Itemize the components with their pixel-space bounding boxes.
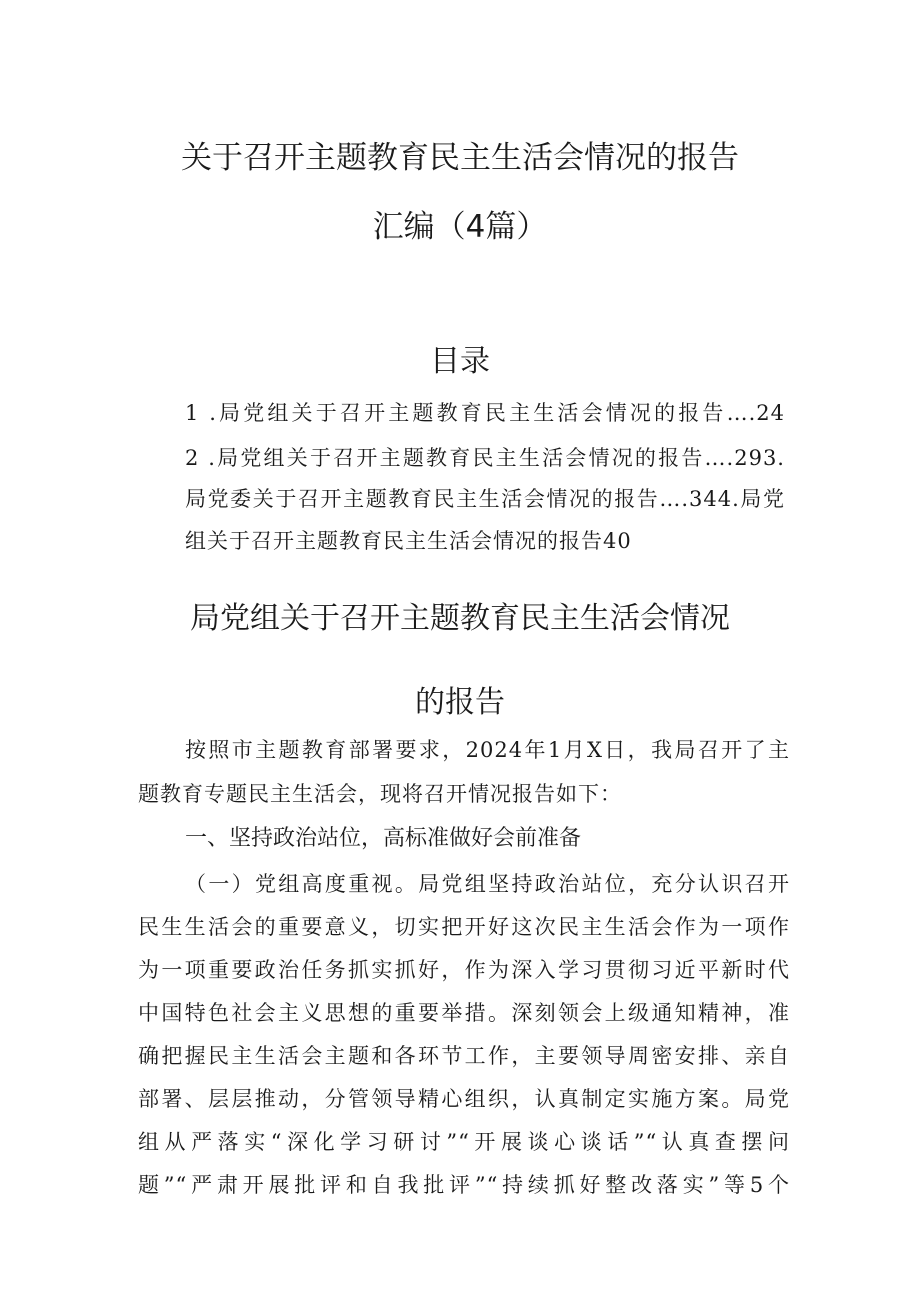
section-heading: 一、坚持政治站位，高标准做好会前准备	[185, 826, 582, 851]
body-line: 题”“严肃开展批评和自我批评”“持续抓好整改落实”等5个	[138, 1173, 790, 1197]
article-title-line2: 的报告	[415, 685, 505, 720]
body-line: 部署、层层推动，分管领导精心组织，认真制定实施方案。局党	[138, 1087, 790, 1111]
document-title-line1: 关于召开主题教育民主生活会情况的报告	[181, 140, 739, 176]
toc-line: 1 .局党组关于召开主题教育民主生活会情况的报告….24	[185, 401, 785, 425]
body-line: 为一项重要政治任务抓实抓好，作为深入学习贯彻习近平新时代	[138, 958, 790, 982]
body-line: 中国特色社会主义思想的重要举措。深刻领会上级通知精神，准	[138, 1001, 790, 1025]
article-title-line1: 局党组关于召开主题教育民主生活会情况	[190, 601, 730, 636]
body-line: 民生生活会的重要意义，切实把开好这次民主生活会作为一项作	[138, 915, 790, 939]
toc-line: 局党委关于召开主题教育民主生活会情况的报告….344.局党	[185, 487, 785, 511]
document-title-line2: 汇编（4篇）	[372, 209, 548, 245]
body-line: 组从严落实“深化学习研讨”“开展谈心谈话”“认真查摆问	[138, 1130, 790, 1154]
body-line: 确把握民主生活会主题和各环节工作，主要领导周密安排、亲自	[138, 1044, 790, 1068]
toc-heading: 目录	[430, 344, 490, 379]
toc-line: 2 .局党组关于召开主题教育民主生活会情况的报告….293.	[185, 446, 785, 470]
intro-paragraph-line: 题教育专题民主生活会，现将召开情况报告如下：	[138, 782, 622, 806]
body-line: （一）党组高度重视。局党组坚持政治站位，充分认识召开	[185, 872, 790, 896]
intro-paragraph-line: 按照市主题教育部署要求，2024年1月X日，我局召开了主	[185, 738, 790, 762]
toc-line: 组关于召开主题教育民主生活会情况的报告40	[185, 529, 632, 553]
